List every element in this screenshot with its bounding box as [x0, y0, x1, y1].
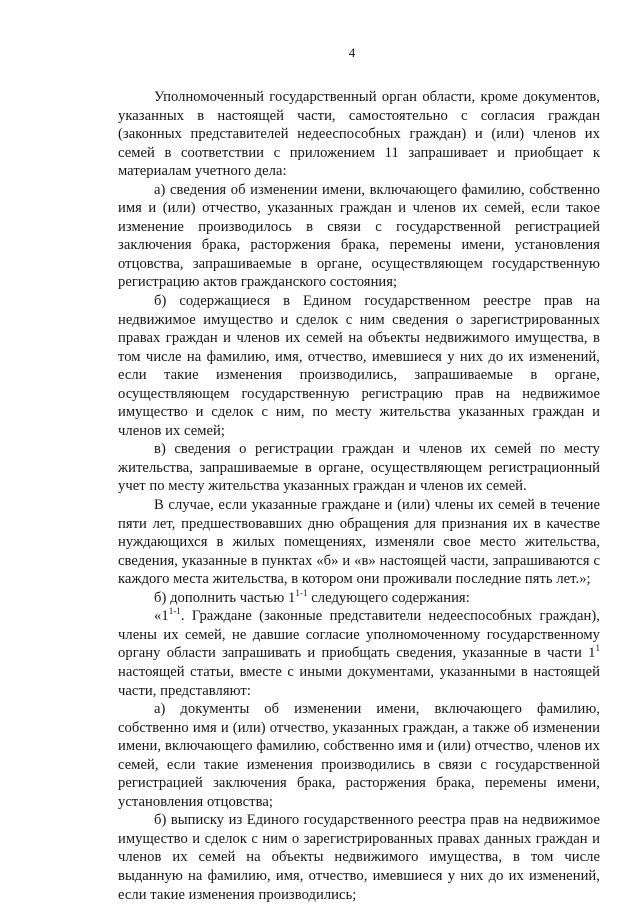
page-number: 4: [348, 45, 356, 60]
paragraph-intro: Уполномоченный государственный орган области, кроме документов, указанных в настоящей части, самостоятельно с согласия граждан (законных представителей недееспособных граждан) и (или) членов их семей в соответствии с приложением 11 запрашивает и приобщает к материалам учетного дела:: [118, 89, 600, 180]
part-text-mid: . Граждане (законные представители недееспособных граждан), члены их семей, не давшие согласие уполномоченному государственному органу области запрашивать и приобщать сведения, указанные в части 1: [118, 608, 600, 662]
part-reference-superscript: 1: [595, 643, 600, 654]
paragraph-amendment-b: [118, 589, 600, 608]
paragraph-item-b: б) содержащиеся в Едином государственном реестре прав на недвижимое имущество и сделок с ним сведения о зарегистрированных правах граждан и членов их семей на объекты недвижимого имущества, в том числе на фамилию, имя, отчество, имевшиеся у них до их изменений, если такие изменения производились, запрашиваемые в органе, осуществляющем государственную регистрацию прав на недвижимое имущество и сделок с ним, по месту жительства указанных граждан и членов их семей;: [118, 293, 600, 439]
part-superscript: 1-1: [168, 606, 181, 617]
part-text-post: настоящей статьи, вместе с иными документами, указанными в настоящей части, представляют:: [118, 663, 600, 699]
paragraph-part-1-1: [118, 607, 600, 700]
paragraph-relocation-case: В случае, если указанные граждане и (или) члены их семей в течение пяти лет, предшествовавших дню обращения для признания их в качестве нуждающихся в жилых помещениях, изменяли свое место жительства, сведения, указанные в пунктах «б» и «в» настоящей части, запрашиваются с каждого места жительства, в котором они проживали последние пять лет.»;: [118, 497, 600, 588]
amendment-superscript: 1-1: [295, 587, 308, 598]
paragraph-item-v: в) сведения о регистрации граждан и членов их семей по месту жительства, запрашиваемые в органе, осуществляющем регистрационный учет по месту жительства указанных граждан и членов их семей.: [118, 441, 600, 495]
paragraph-item-a: а) сведения об изменении имени, включающего фамилию, собственно имя и (или) отчество, указанных граждан и членов их семей, если такое изменение производилось в связи с государственной регистрацией заключения брака, расторжения брака, перемены имени, установления отцовства, запрашиваемые в органе, осуществляющем государственную регистрацию актов гражданского состояния;: [118, 181, 600, 291]
part-text-pre: «1: [154, 608, 169, 625]
paragraph-documents-b: б) выписку из Единого государственного реестра прав на недвижимое имущество и сделок с ним о зарегистрированных правах данных граждан и членов их семей на объекты недвижимого имущества, в том числе выданную на фамилию, имя, отчество, имевшиеся у них до их изменений, если такие изменения производились;: [118, 812, 600, 903]
paragraph-documents-a: а) документы об изменении имени, включающего фамилию, собственно имя и (или) отчество, указанных граждан, а также об изменении имени, включающего фамилию, собственно имя и (или) отчество, членов их семей, если такие изменения производились в связи с государственной регистрацией заключения брака, расторжения брака, перемены имени, установления отцовства;: [118, 701, 600, 810]
amendment-text-pre: б) дополнить частью 1: [154, 589, 296, 606]
amendment-text-post: следующего содержания:: [307, 589, 470, 606]
